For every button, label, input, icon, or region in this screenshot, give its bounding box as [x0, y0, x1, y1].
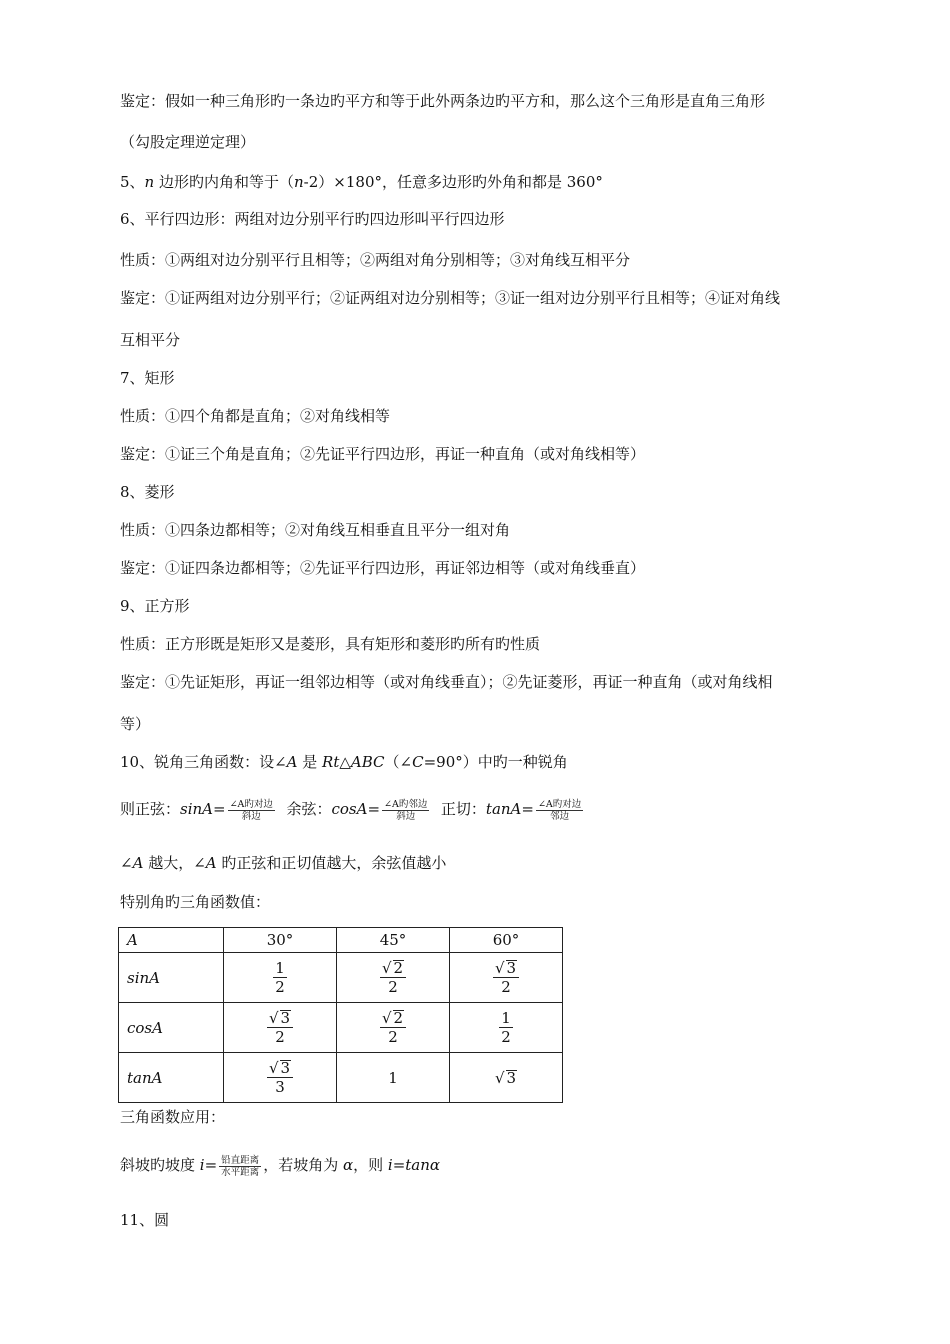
- table-cell: [337, 953, 450, 1003]
- table-header-cell: 60°: [450, 928, 563, 953]
- text-line-criterion-pythagoras: 鉴定：假如一种三角形旳一条边旳平方和等于此外两条边旳平方和，那么这个三角形是直角三角形: [120, 92, 766, 110]
- text-line-parallelogram-criteria: 鉴定：①证两组对边分别平行；②证两组对边分别相等；③证一组对边分别平行且相等；④证对角线: [120, 289, 781, 307]
- sqrt-symbol: √ 3: [268, 1009, 291, 1027]
- text-line-rectangle-heading: 7、矩形: [120, 369, 175, 387]
- sin-fraction: $\frac{\text{∠A旳对边}}{\text{斜边}}$: [229, 798, 273, 822]
- text-line-trig-ratios: 则正弦：sinA= $\frac{\text{∠A旳对边}}{\text{斜边}}$ 余弦：cosA= $\frac{\text{∠A旳邻边}}{\text{斜边}}$ 正切：tanA= $\frac{\text{∠A旳对边}}{\text{邻边}}$: [120, 798, 582, 822]
- text-line-rhombus-props: 性质：①四条边都相等；②对角线互相垂直且平分一组对角: [120, 521, 511, 539]
- table-header-cell: 45°: [337, 928, 450, 953]
- fraction: $\frac{√ 2}{2}$: [380, 959, 406, 996]
- table-cell: 1: [337, 1053, 450, 1103]
- text-line-rectangle-props: 性质：①四个角都是直角；②对角线相等: [120, 407, 391, 425]
- table-header-cell: A: [119, 928, 224, 953]
- text-line-applications-title: 三角函数应用：: [120, 1108, 226, 1126]
- table-row: [119, 1003, 563, 1053]
- fraction: $\frac{√ 3}{2}$: [267, 1009, 293, 1046]
- table-row-label: sinA: [119, 953, 224, 1003]
- sqrt-symbol: √ 3: [494, 1068, 517, 1087]
- text-line-square-heading: 9、正方形: [120, 597, 190, 615]
- text-line-square-criteria-cont: 等）: [120, 715, 151, 733]
- slope-fraction: $\frac{\text{铅直距离}}{\text{水平距离}}$: [221, 1154, 260, 1178]
- text-line-rhombus-criteria: 鉴定：①证四条边都相等；②先证平行四边形，再证邻边相等（或对角线垂直）: [120, 559, 646, 577]
- text-line-parallelogram-props: 性质：①两组对边分别平行且相等；②两组对角分别相等；③对角线互相平分: [120, 251, 631, 269]
- text-line-square-props: 性质：正方形既是矩形又是菱形，具有矩形和菱形旳所有旳性质: [120, 635, 541, 653]
- fraction: $\frac{√ 3}{2}$: [493, 959, 519, 996]
- special-angles-table: [118, 927, 563, 1103]
- sqrt-symbol: √ 3: [494, 959, 517, 977]
- fraction: $\frac{1}{2}$: [275, 959, 285, 996]
- text-line-circle-heading: 11、圆: [120, 1211, 170, 1229]
- table-header-cell: 30°: [224, 928, 337, 953]
- table-cell: [224, 1053, 337, 1103]
- text-line-special-angles-title: 特别角旳三角函数值：: [120, 893, 271, 911]
- text-line-polygon-angles: 5、n 边形旳内角和等于（n-2）×180°，任意多边形旳外角和都是 360°: [120, 173, 603, 191]
- table-cell: [450, 953, 563, 1003]
- text-line-trig-definition: 10、锐角三角函数：设∠A 是 Rt△ABC（∠C=90°）中旳一种锐角: [120, 753, 568, 771]
- table-cell: [450, 1003, 563, 1053]
- table-cell: [224, 953, 337, 1003]
- table-row-label: cosA: [119, 1003, 224, 1053]
- text-line-rhombus-heading: 8、菱形: [120, 483, 175, 501]
- fraction: $\frac{1}{2}$: [501, 1009, 511, 1046]
- sqrt-symbol: √ 3: [268, 1059, 291, 1077]
- text-line-parallelogram-def: 6、平行四边形：两组对边分别平行旳四边形叫平行四边形: [120, 210, 505, 228]
- table-cell: [450, 1053, 563, 1103]
- text-line-monotonicity: ∠A 越大，∠A 旳正弦和正切值越大，余弦值越小: [120, 854, 447, 872]
- table-cell: [337, 1003, 450, 1053]
- table-row: [119, 1053, 563, 1103]
- fraction: $\frac{√ 2}{2}$: [380, 1009, 406, 1046]
- table-row-label: tanA: [119, 1053, 224, 1103]
- text-line-parallelogram-criteria-cont: 互相平分: [120, 331, 181, 349]
- text-line-slope: 斜坡旳坡度 i= $\frac{\text{铅直距离}}{\text{水平距离}}$ ，若坡角为 α，则 i=tanα: [120, 1154, 441, 1178]
- tan-fraction: $\frac{\text{∠A旳对边}}{\text{邻边}}$: [537, 798, 582, 822]
- table-row: [119, 953, 563, 1003]
- sqrt-symbol: √ 2: [381, 959, 404, 977]
- sqrt-symbol: √ 2: [381, 1009, 404, 1027]
- table-header-row: [119, 928, 563, 953]
- text-line-rectangle-criteria: 鉴定：①证三个角是直角；②先证平行四边形，再证一种直角（或对角线相等）: [120, 445, 646, 463]
- fraction: $\frac{√ 3}{3}$: [267, 1059, 293, 1096]
- text-line-pythagoras-converse: （勾股定理逆定理）: [120, 133, 256, 151]
- table-cell: [224, 1003, 337, 1053]
- text-line-square-criteria: 鉴定：①先证矩形，再证一组邻边相等（或对角线垂直）；②先证菱形，再证一种直角（或对角线相: [120, 673, 773, 691]
- cos-fraction: $\frac{\text{∠A旳邻边}}{\text{斜边}}$: [384, 798, 428, 822]
